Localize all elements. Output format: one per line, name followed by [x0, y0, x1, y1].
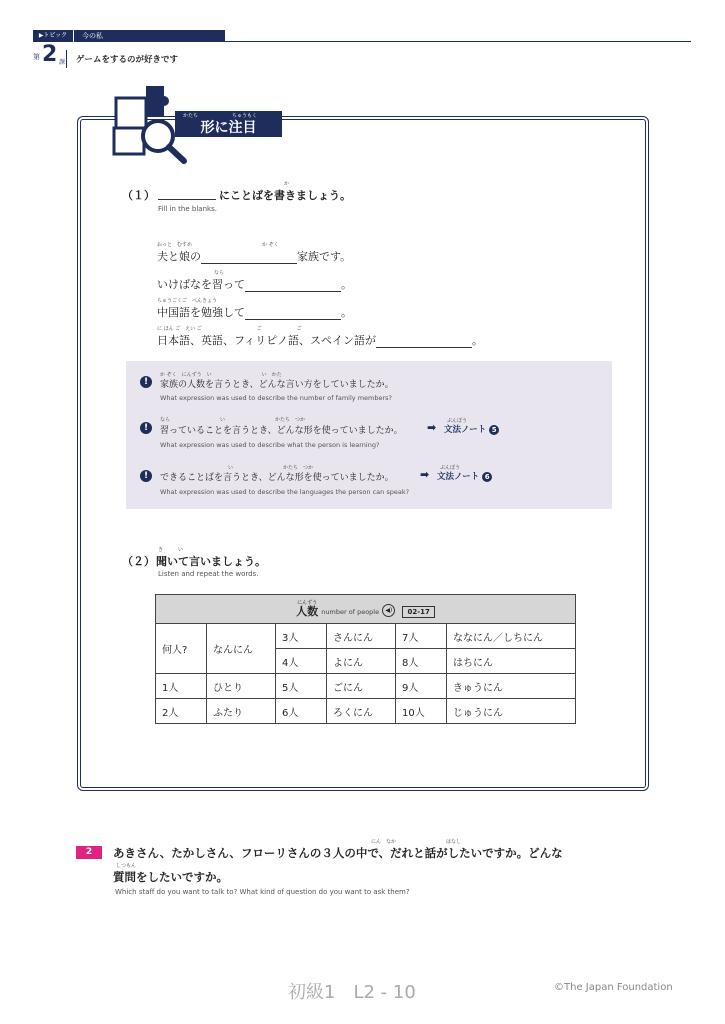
lesson-number: 2	[42, 42, 58, 67]
topic-title: 今の私	[73, 30, 225, 42]
line2-b: 。	[341, 278, 352, 291]
table-row	[156, 624, 576, 649]
task2-text-line1: あきさん、たかしさん、フローリさんの３人の中で、だれと話がしたいですか。どんな	[113, 846, 563, 860]
table-cell: 10人	[396, 699, 447, 724]
table-cell: 1人	[156, 674, 207, 699]
panel-item1-en: What expression was used to describe the number of family members?	[160, 394, 392, 402]
footer-level: 初級1 L2 - 10	[288, 982, 416, 1003]
table-cell: ななにん／しちにん	[447, 624, 576, 649]
grammar-note-number: 5	[489, 425, 499, 435]
table-cell: 8人	[396, 649, 447, 674]
header-rule	[225, 41, 691, 42]
arrow-right-icon: ➡	[427, 421, 437, 434]
line2-blank[interactable]	[245, 280, 341, 292]
line1-ruby: おっと むすめ か ぞく	[157, 242, 279, 248]
table-cell: 2人	[156, 699, 207, 724]
panel-item2-note-ruby: ぶんぽう	[447, 418, 468, 424]
q1-instruction-ruby: か	[284, 181, 290, 187]
task2-ruby-line2: しつもん	[116, 863, 137, 869]
table-cell: 5人	[276, 674, 327, 699]
line4-b: 。	[472, 334, 484, 347]
line1-a: 夫と娘の	[157, 250, 201, 263]
table-header-row	[156, 595, 576, 624]
task2-ruby: にん なか はなし	[371, 839, 462, 845]
panel-item1-ruby: か ぞく にんずう い い かた	[160, 372, 282, 378]
panel-item3-ruby: い かたち つか	[228, 465, 314, 471]
line4-ruby: に ほん ご えい ご ご ご	[157, 326, 302, 332]
lesson-prefix: 第	[33, 53, 40, 61]
panel-item2-jp: 習っていることを言うとき、どんな形を使っていましたか。	[160, 426, 403, 436]
line1	[157, 248, 351, 264]
line4-blank[interactable]	[376, 336, 472, 348]
table-cell: 4人	[276, 649, 327, 674]
table-cell: 何人?	[156, 624, 207, 674]
exclamation-icon: !	[140, 422, 152, 434]
table-cell: 7人	[396, 624, 447, 649]
audio-track[interactable]: 02-17	[402, 606, 434, 618]
q2-text: 聞いて言いましょう。	[156, 555, 266, 568]
lesson-suffix: 課	[59, 59, 66, 66]
table-title-group	[296, 601, 318, 618]
grammar-note-number: 6	[482, 472, 492, 482]
q2-english: Listen and repeat the words.	[158, 570, 259, 578]
footer-copyright: ©The Japan Foundation	[554, 982, 673, 993]
counter-table	[155, 594, 576, 724]
table-cell: なんにん	[207, 624, 276, 674]
task2-text-line2: 質問をしたいですか。	[113, 870, 228, 884]
section-title: 形に注目	[175, 111, 282, 137]
table-cell: はちにん	[447, 649, 576, 674]
line3-b: 。	[341, 306, 352, 319]
table-cell: 3人	[276, 624, 327, 649]
grammar-note-link[interactable]	[444, 423, 499, 435]
table-cell: きゅうにん	[447, 674, 576, 699]
q1-instruction: にことばを書きましょう。	[219, 189, 351, 202]
line2-a: いけばなを習って	[157, 278, 245, 291]
table-cell: ろくにん	[327, 699, 396, 724]
line3-a: 中国語を勉強して	[157, 306, 245, 319]
table-cell: ふたり	[207, 699, 276, 724]
table-title-ruby: にんずう	[297, 599, 318, 606]
section-ruby-2: ちゅうもく	[232, 113, 258, 119]
table-cell: 9人	[396, 674, 447, 699]
table-title: 人数	[296, 604, 319, 618]
line3	[157, 304, 352, 320]
lesson-title: ゲームをするのが好きです	[76, 55, 179, 65]
line4	[157, 332, 483, 348]
line4-a: 日本語、英語、フィリピノ語、スペイン語が	[157, 334, 377, 347]
table-title-en: number of people	[321, 607, 380, 616]
table-cell: 6人	[276, 699, 327, 724]
q2-ruby: き い	[158, 547, 184, 553]
table-row	[156, 699, 576, 724]
line3-ruby: ちゅうごくご べんきょう	[157, 298, 218, 304]
grammar-note-label: 文法ノート	[437, 472, 480, 482]
grammar-note-link[interactable]	[437, 470, 492, 482]
q1-blank-sample	[158, 187, 216, 200]
grammar-note-label: 文法ノート	[444, 425, 487, 435]
exclamation-icon: !	[140, 470, 152, 482]
panel-item3-jp: できることばを言うとき、どんな形を使っていましたか。	[160, 473, 394, 483]
table-cell: ひとり	[207, 674, 276, 699]
line3-blank[interactable]	[245, 308, 341, 320]
panel-item2-ruby: なら い かたち つか	[160, 417, 306, 423]
line1-b: 家族です。	[297, 250, 352, 263]
section-ruby-1: かたち	[183, 113, 199, 119]
task2-english: Which staff do you want to talk to? What kind of question do you want to ask them?	[115, 888, 410, 896]
arrow-right-icon: ➡	[420, 468, 430, 481]
table-header	[156, 595, 576, 624]
panel-item1-jp: 家族の人数を言うとき、どんな言い方をしていましたか。	[160, 380, 394, 390]
table-cell: じゅうにん	[447, 699, 576, 724]
panel-item3-en: What expression was used to describe the languages the person can speak?	[160, 488, 410, 496]
line1-blank[interactable]	[201, 252, 297, 264]
table-row	[156, 674, 576, 699]
speaker-icon[interactable]: ◀)	[382, 604, 395, 617]
table-cell: よにん	[327, 649, 396, 674]
line2	[157, 276, 352, 292]
table-cell: さんにん	[327, 624, 396, 649]
topic-tag: ▶トピック	[33, 30, 73, 42]
panel-item2-en: What expression was used to describe what the person is learning?	[160, 441, 380, 449]
exclamation-icon: !	[140, 376, 152, 388]
q1-english: Fill in the blanks.	[158, 205, 217, 213]
q2-label: （２）	[122, 555, 155, 568]
lesson-separator	[66, 50, 67, 68]
table-cell: ごにん	[327, 674, 396, 699]
line2-ruby: なら	[214, 270, 225, 276]
task-number-badge: 2	[76, 846, 102, 859]
q1-label: （１）	[122, 189, 155, 202]
panel-item3-note-ruby: ぶんぽう	[440, 465, 461, 471]
